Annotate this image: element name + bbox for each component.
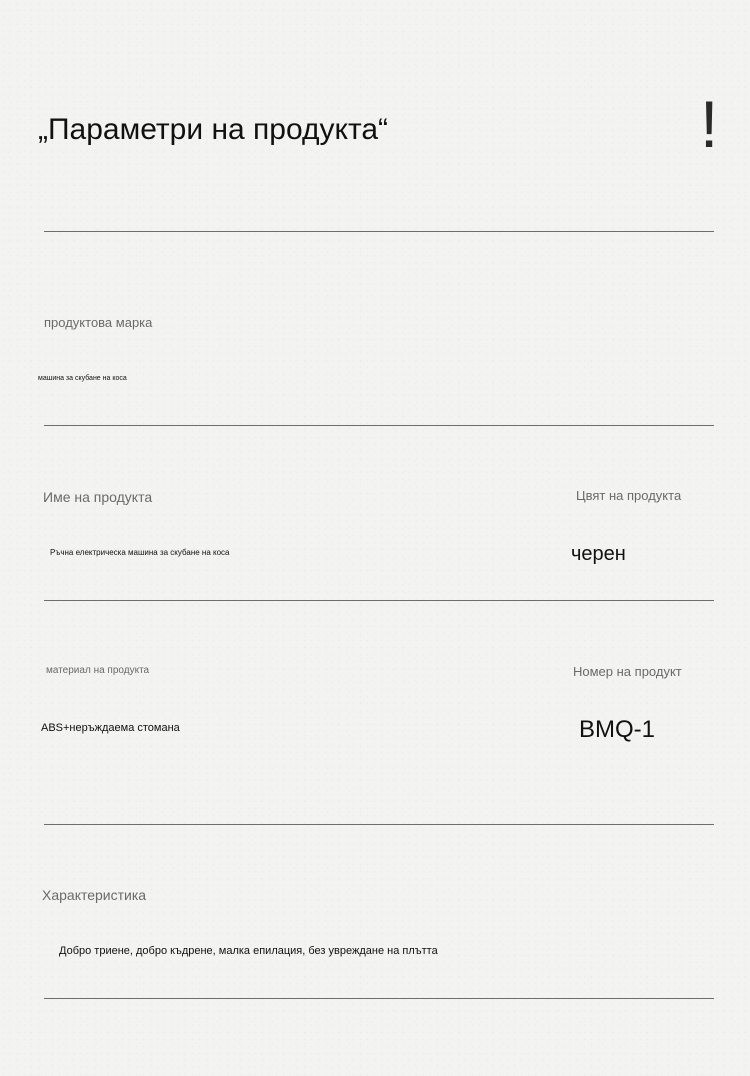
color-value: черен <box>571 543 626 565</box>
divider <box>44 998 714 999</box>
number-label: Номер на продукт <box>573 664 682 679</box>
features-label: Характеристика <box>42 887 147 903</box>
exclamation-mark: ! <box>700 87 719 161</box>
brand-value: машина за скубане на коса <box>38 375 127 382</box>
features-value: Добро триене, добро къдрене, малка епилация, без увреждане на плътта <box>59 945 438 957</box>
material-label: материал на продукта <box>46 665 150 676</box>
divider <box>44 600 714 601</box>
color-label: Цвят на продукта <box>576 488 682 503</box>
material-value: ABS+неръждаема стомана <box>41 722 180 734</box>
name-value: Ръчна електрическа машина за скубане на коса <box>50 548 230 557</box>
name-label: Име на продукта <box>43 489 153 505</box>
divider <box>44 425 714 426</box>
divider <box>44 231 714 232</box>
divider <box>44 824 714 825</box>
number-value: BMQ-1 <box>579 716 656 743</box>
page-title: „Параметри на продукта“ <box>38 113 389 146</box>
brand-label: продуктова марка <box>44 315 153 330</box>
